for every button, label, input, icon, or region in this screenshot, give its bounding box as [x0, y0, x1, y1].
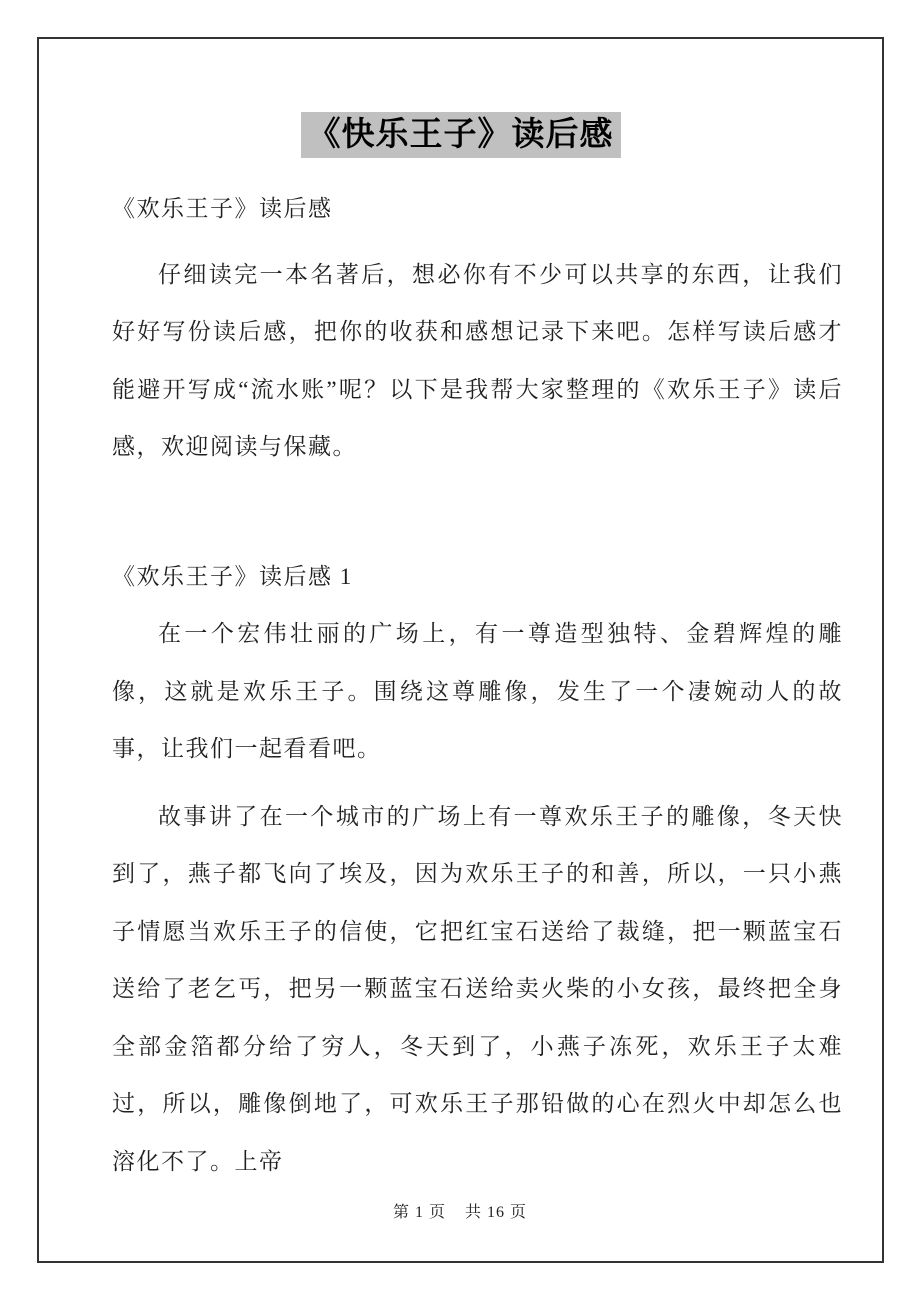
- body-paragraph: 在一个宏伟壮丽的广场上，有一尊造型独特、金碧辉煌的雕像，这就是欢乐王子。围绕这尊雕像，发生了一个凄婉动人的故事，让我们一起看看吧。: [112, 621, 843, 761]
- title-row: [39, 112, 882, 158]
- intro-paragraph: 仔细读完一本名著后，想必你有不少可以共享的东西，让我们好好写份读后感，把你的收获和感想记录下来吧。怎样写读后感才能避开写成“流水账”呢？以下是我帮大家整理的《欢乐王子》读后感，欢迎阅读与保藏。: [112, 261, 843, 459]
- footer-total-pages: 共 16 页: [465, 1204, 528, 1221]
- footer-page-number: 第 1 页: [392, 1204, 446, 1221]
- body-paragraph: 故事讲了在一个城市的广场上有一尊欢乐王子的雕像，冬天快到了，燕子都飞向了埃及，因为欢乐王子的和善，所以，一只小燕子情愿当欢乐王子的信使，它把红宝石送给了裁缝，把一颗蓝宝石送给了老乞丐，把另一颗蓝宝石送给卖火柴的小女孩，最终把全身全部金箔都分给了穷人，冬天到了，小燕子冻死，欢乐王子太难过，所以，雕像倒地了，可欢乐王子那铅做的心在烈火中却怎么也溶化不了。上帝: [112, 803, 843, 1174]
- page-content: [39, 39, 882, 1190]
- section-heading: 《欢乐王子》读后感 1: [112, 563, 353, 589]
- intro-label: 《欢乐王子》读后感: [112, 196, 333, 221]
- page-footer: [0, 1202, 920, 1224]
- document-title: 《快乐王子》读后感: [301, 112, 621, 158]
